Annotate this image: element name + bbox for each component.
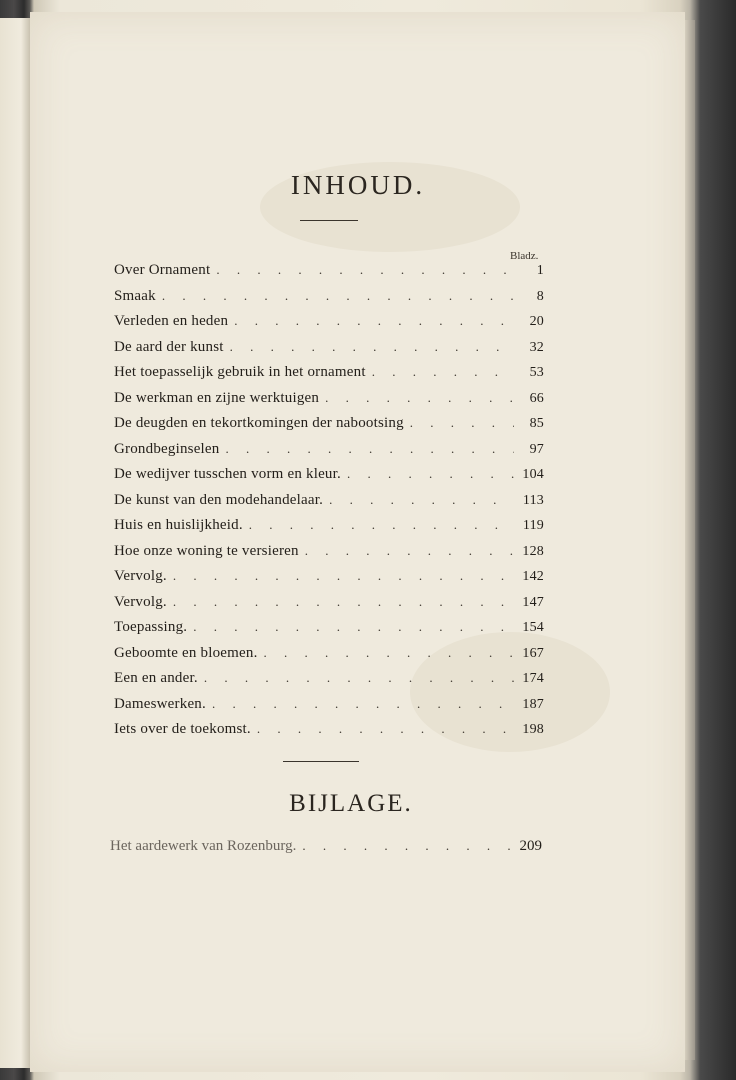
dot-leader	[162, 288, 514, 304]
toc-entry	[114, 339, 544, 365]
dot-leader	[230, 339, 514, 355]
toc-entry	[114, 364, 544, 390]
toc-entry	[114, 594, 544, 620]
entry-title: Vervolg.	[114, 593, 167, 610]
toc-entry	[114, 390, 544, 416]
entry-page: 119	[522, 518, 544, 533]
entry-title: Dameswerken.	[114, 695, 206, 712]
dot-leader	[264, 645, 514, 661]
toc-entry	[114, 645, 544, 671]
dot-leader	[216, 262, 514, 278]
toc-entry	[114, 415, 544, 441]
toc-entry	[114, 568, 544, 594]
entry-title: Hoe onze woning te versieren	[114, 542, 299, 559]
toc-entry	[114, 492, 544, 518]
dot-leader	[234, 313, 514, 329]
entry-page: 8	[536, 288, 544, 304]
dot-leader	[257, 721, 514, 737]
entry-page: 113	[522, 492, 544, 508]
dot-leader	[173, 594, 514, 610]
entry-title: Het toepasselijk gebruik in het ornament	[114, 364, 366, 380]
entry-page: 198	[522, 722, 544, 737]
dot-leader	[305, 543, 514, 559]
toc-entry	[114, 313, 544, 339]
toc-entry	[114, 619, 544, 645]
dot-leader	[193, 619, 514, 635]
appendix-list	[110, 838, 542, 855]
entry-title: De wedijver tusschen vorm en kleur.	[114, 466, 341, 482]
entry-page: 85	[529, 416, 544, 431]
entry-page: 167	[522, 645, 544, 661]
dot-leader	[329, 492, 514, 508]
entry-page: 142	[522, 569, 544, 584]
dot-leader	[302, 838, 513, 854]
entry-page: 66	[529, 390, 544, 406]
entry-page: 32	[529, 339, 544, 355]
entry-title: Smaak	[114, 287, 156, 304]
appendix-entry	[110, 838, 542, 855]
entry-title: Het aardewerk van Rozenburg.	[110, 838, 297, 854]
entry-page: 1	[536, 263, 544, 278]
entry-title: Grondbeginselen	[114, 440, 220, 457]
entry-page: 104	[522, 467, 544, 482]
page-column-label: Bladz.	[510, 250, 539, 262]
entry-page: 147	[522, 594, 544, 610]
dot-leader	[212, 696, 514, 712]
toc-entry	[114, 517, 544, 543]
section-rule	[283, 761, 359, 762]
toc-entry	[114, 543, 544, 569]
entry-title: Vervolg.	[114, 568, 167, 584]
entry-title: De kunst van den modehandelaar.	[114, 491, 324, 508]
dot-leader	[372, 364, 514, 380]
entry-title: De aard der kunst	[114, 338, 224, 355]
title-rule	[300, 220, 358, 221]
entry-page: 53	[529, 365, 544, 380]
dot-leader	[249, 517, 514, 533]
entry-page: 97	[529, 441, 544, 457]
toc-entry	[114, 288, 544, 314]
entry-title: Toepassing.	[114, 619, 188, 635]
dot-leader	[173, 568, 514, 584]
toc-entry	[114, 441, 544, 467]
entry-page: 20	[529, 314, 544, 329]
entry-title: Verleden en heden	[114, 313, 229, 329]
entry-page: 128	[522, 543, 544, 559]
dot-leader	[347, 466, 514, 482]
appendix-title: BIJLAGE.	[289, 790, 413, 817]
entry-title: De deugden en tekortkomingen der nabootsing	[114, 415, 404, 431]
dot-leader	[204, 670, 514, 686]
entry-page: 154	[522, 620, 544, 635]
table-of-contents	[114, 262, 544, 747]
toc-entry	[114, 721, 544, 747]
entry-title: Huis en huislijkheid.	[114, 517, 243, 533]
toc-entry	[114, 696, 544, 722]
dot-leader	[410, 415, 514, 431]
toc-entry	[114, 262, 544, 288]
entry-title: Iets over de toekomst.	[114, 721, 251, 737]
dot-leader	[325, 390, 514, 406]
entry-title: Over Ornament	[114, 262, 211, 278]
entry-title: De werkman en zijne werktuigen	[114, 389, 320, 406]
entry-title: Geboomte en bloemen.	[114, 644, 258, 661]
dot-leader	[225, 441, 514, 457]
toc-entry	[114, 466, 544, 492]
entry-page: 187	[522, 696, 544, 712]
entry-page: 174	[522, 671, 544, 686]
contents-title: INHOUD.	[290, 170, 426, 200]
toc-entry	[114, 670, 544, 696]
entry-page: 209	[519, 838, 542, 854]
entry-title: Een en ander.	[114, 670, 198, 686]
